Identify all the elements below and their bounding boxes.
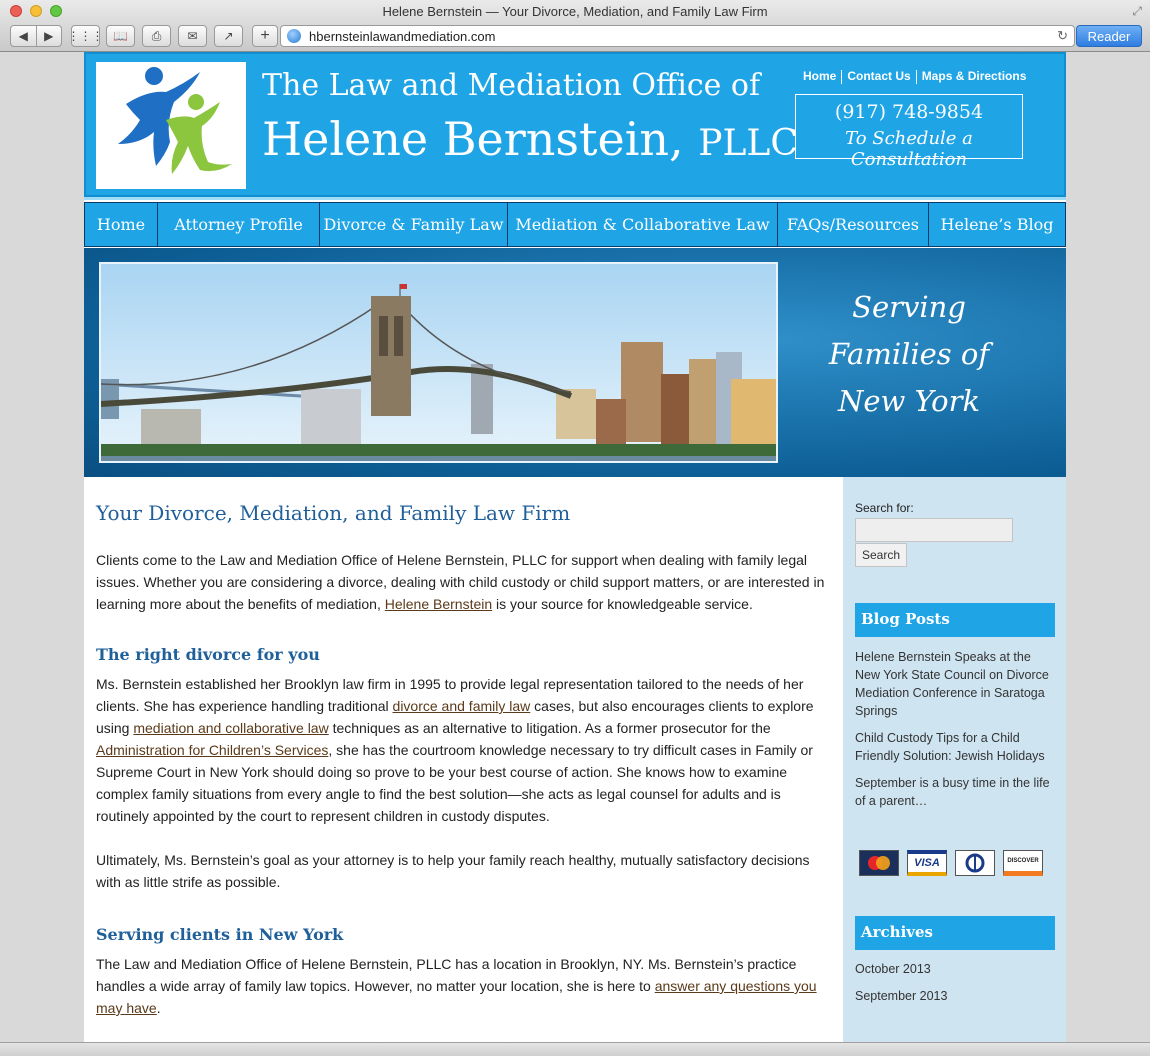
search-input[interactable] xyxy=(855,518,1013,542)
archives-heading: Archives xyxy=(855,916,1055,950)
top-links xyxy=(798,69,1031,84)
intro-paragraph: Clients come to the Law and Mediation Office of Helene Bernstein, PLLC for support when dealing with family legal issues. Whether you are considering a divorce, dealing with child custody or child support matters, or are interested in learning more about the benefits of mediation, Helene Bernstein is your source for knowledgeable service. xyxy=(96,552,825,612)
url-text: hbernsteinlawandmediation.com xyxy=(309,28,496,44)
page-heading: Your Divorce, Mediation, and Family Law Firm xyxy=(96,501,571,525)
site-title-name-text: Helene Bernstein, xyxy=(262,112,684,166)
visa-icon: VISA xyxy=(907,850,947,876)
globe-icon xyxy=(287,29,301,43)
tagline-line: Families of xyxy=(828,337,990,371)
add-bookmark-icon[interactable]: + xyxy=(252,25,278,47)
mediation-collaborative-law-link[interactable]: mediation and collaborative law xyxy=(133,720,329,736)
goal-paragraph: Ultimately, Ms. Bernstein’s goal as your attorney is to help your family reach healthy, mutually satisfactory decisions with as little strife as possible. xyxy=(96,852,810,890)
top-link-maps[interactable]: Maps & Directions xyxy=(921,69,1027,83)
sidebar xyxy=(843,477,1066,1042)
blog-post-link[interactable]: September is a busy time in the life of a parent… xyxy=(855,776,1050,808)
payment-cards xyxy=(855,850,1055,876)
discover-icon: DISCOVER xyxy=(1003,850,1043,876)
title-bar xyxy=(0,0,1150,22)
main-content xyxy=(96,501,826,1041)
bookmarks-book-icon[interactable]: 📖 xyxy=(106,25,135,47)
forward-arrow-icon[interactable]: ▶ xyxy=(44,29,54,43)
browser-toolbar xyxy=(0,22,1150,52)
nav-attorney-profile[interactable]: Attorney Profile xyxy=(158,203,320,246)
site-logo[interactable] xyxy=(96,62,246,189)
section-heading-right-divorce: The right divorce for you xyxy=(96,645,320,664)
web-page xyxy=(84,52,1066,1042)
contact-box[interactable] xyxy=(795,94,1023,170)
fullscreen-icon[interactable]: ⤢ xyxy=(1132,4,1142,18)
mastercard-icon xyxy=(859,850,899,876)
nav-mediation-collaborative-law[interactable]: Mediation & Collaborative Law xyxy=(508,203,778,246)
search-button[interactable]: Search xyxy=(855,543,907,567)
tagline-line: New York xyxy=(837,384,981,418)
blog-posts-heading: Blog Posts xyxy=(855,603,1055,637)
browser-chrome xyxy=(0,0,1150,52)
reload-icon[interactable]: ↻ xyxy=(1057,28,1068,43)
helene-bernstein-link[interactable]: Helene Bernstein xyxy=(384,596,493,612)
right-divorce-paragraph: Ms. Bernstein established her Brooklyn law firm in 1995 to provide legal representation tailored to the needs of her clients. She has experience handling traditional divorce and family law cases, but also encourages clients to explore using mediation and collaborative law techniques as an alternative to litigation. As a former prosecutor for the Administration for Children’s Services, she has the courtroom knowledge necessary to try difficult cases in Family or Supreme Court in New York should doing so prove to be your best course of action. She knows how to examine complex family situations from every angle to find the best solution—she acts as legal counsel for adults and is routinely appointed by the court to represent children in custody disputes. xyxy=(96,676,814,824)
main-nav xyxy=(84,202,1066,247)
top-link-home[interactable]: Home xyxy=(803,69,837,83)
archive-link[interactable]: October 2013 xyxy=(855,962,931,976)
phone-number: (917) 748-9854 xyxy=(834,101,984,123)
address-bar[interactable] xyxy=(280,25,1075,47)
hero-banner xyxy=(84,248,1066,477)
section-heading-serving-clients: Serving clients in New York xyxy=(96,925,344,944)
blog-posts-list xyxy=(855,648,1055,819)
nav-divorce-family-law[interactable]: Divorce & Family Law xyxy=(320,203,508,246)
answer-questions-link[interactable]: answer any questions you may have xyxy=(96,978,817,1016)
diners-club-icon xyxy=(955,850,995,876)
site-header xyxy=(84,52,1066,197)
tagline-line: Serving xyxy=(852,290,966,324)
acs-link[interactable]: Administration for Children’s Services xyxy=(96,742,329,758)
header-divider xyxy=(84,197,1066,200)
nav-faqs-resources[interactable]: FAQs/Resources xyxy=(778,203,929,246)
search-label: Search for: xyxy=(855,501,914,515)
mail-icon[interactable]: ✉ xyxy=(178,25,207,47)
site-title-name xyxy=(262,112,798,166)
horizontal-scrollbar[interactable] xyxy=(0,1042,1150,1056)
window-title: Helene Bernstein — Your Divorce, Mediation, and Family Law Firm xyxy=(382,4,768,19)
schedule-text: To Schedule a Consultation xyxy=(845,128,973,170)
top-link-contact[interactable]: Contact Us xyxy=(847,69,911,83)
archive-link[interactable]: September 2013 xyxy=(855,989,948,1003)
site-title-line1: The Law and Mediation Office of xyxy=(262,68,761,103)
reader-button[interactable]: Reader xyxy=(1076,25,1142,47)
nav-helenes-blog[interactable]: Helene’s Blog xyxy=(940,215,1054,234)
divorce-family-law-link[interactable]: divorce and family law xyxy=(392,698,531,714)
family-figures-icon xyxy=(118,67,232,174)
share-icon[interactable]: ↗ xyxy=(214,25,243,47)
serving-clients-paragraph: The Law and Mediation Office of Helene Bernstein, PLLC has a location in Brooklyn, NY. Ms. Bernstein’s practice handles a wide array of family law topics. However, no matter your location, she is here to answer any questions you may have. xyxy=(96,956,817,1016)
archives-list xyxy=(855,962,1055,1016)
brooklyn-bridge-photo xyxy=(99,262,778,463)
hero-tagline xyxy=(814,284,1004,425)
back-forward-buttons xyxy=(10,25,62,47)
site-title-suffix: PLLC xyxy=(698,123,798,164)
print-icon[interactable]: ⎙ xyxy=(142,25,171,47)
nav-home[interactable]: Home xyxy=(85,203,158,246)
back-arrow-icon[interactable]: ◀ xyxy=(18,29,28,43)
blog-post-link[interactable]: Helene Bernstein Speaks at the New York State Council on Divorce Mediation Conference in Saratoga Springs xyxy=(855,650,1049,718)
blog-post-link[interactable]: Child Custody Tips for a Child Friendly Solution: Jewish Holidays xyxy=(855,731,1045,763)
top-sites-grid-icon[interactable]: ⋮⋮⋮ xyxy=(71,25,100,47)
